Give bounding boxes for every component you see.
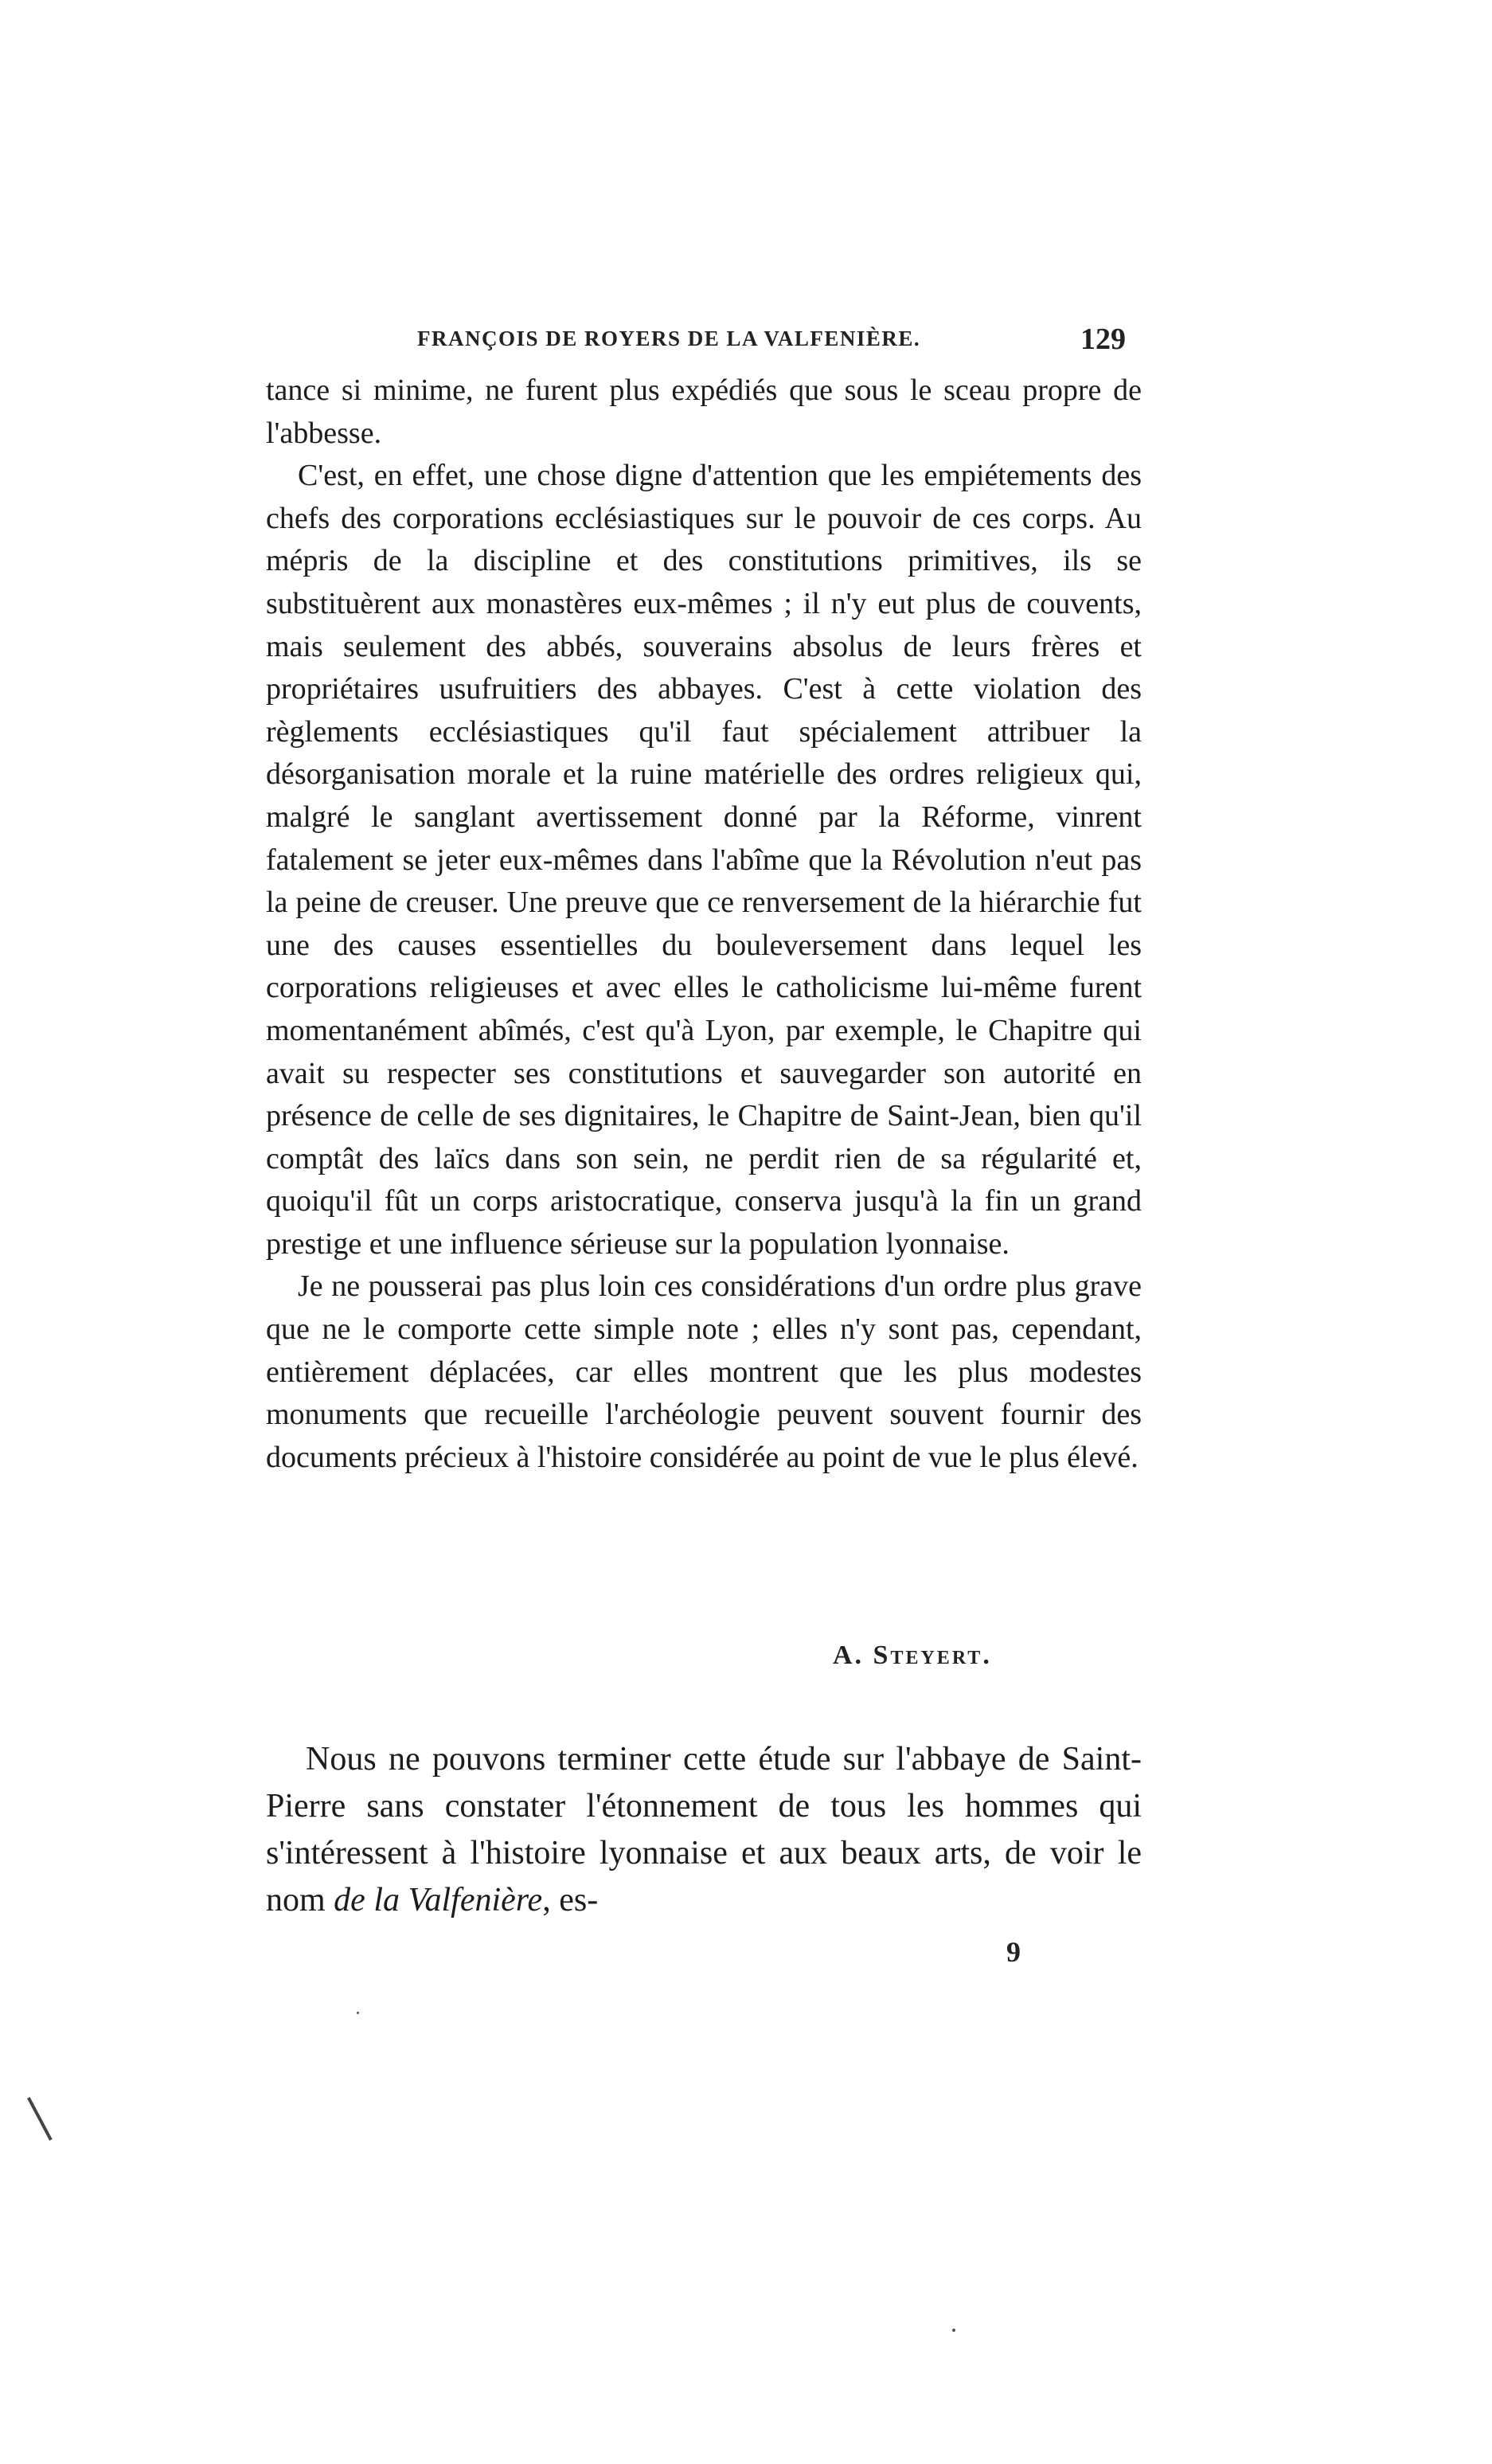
- footnote-text-block: [266, 370, 1142, 1479]
- paragraph-valfeniere-start: Nous ne pouvons terminer cette étude sur l'abbaye de Saint-Pierre sans constater l'étonnement de tous les hommes qui s'intéressent à l'histoire lyonnaise et aux beaux arts, de voir le nom: [266, 1741, 1142, 1918]
- margin-stroke-mark: [27, 2097, 53, 2141]
- paragraph-considerations: Je ne pousserai pas plus loin ces considérations d'un ordre plus grave que ne le comporte cette simple note ; elles n'y sont pas, cependant, entièrement déplacées, car elles montrent que les plus modestes monuments que recueille l'archéologie peuvent souvent fournir des documents précieux à l'histoire considérée au point de vue le plus élevé.: [266, 1269, 1142, 1474]
- continuation-paragraph: tance si minime, ne furent plus expédiés que sous le sceau propre de l'abbesse.: [266, 374, 1142, 450]
- paragraph-valfeniere: [266, 1736, 1142, 1924]
- running-header: [266, 322, 1142, 362]
- running-title: FRANÇOIS DE ROYERS DE LA VALFENIÈRE.: [417, 327, 921, 350]
- main-text-block: [266, 1736, 1142, 1924]
- italic-name: de la Valfenière: [334, 1882, 543, 1918]
- ink-speck: [952, 2329, 955, 2332]
- signature-mark: 9: [1006, 1936, 1021, 1968]
- paragraph-valfeniere-end: , es-: [542, 1882, 599, 1918]
- paragraph-empietements: C'est, en effet, une chose digne d'attention que les empiétements des chefs des corporations ecclésiastiques sur le pouvoir de ces corps. Au mépris de la discipline et des constitutions primitives, ils se substituèrent aux monastères eux-mêmes ; il n'y eut plus de couvents, mais seulement des abbés, souverains absolus de leurs frères et propriétaires usufruitiers des abbayes. C'est à cette violation des règlements ecclésiastiques qu'il faut spécialement attribuer la désorganisation morale et la ruine matérielle des ordres religieux qui, malgré le sanglant avertissement donné par la Réforme, vinrent fatalement se jeter eux-mêmes dans l'abîme que la Révolution n'eut pas la peine de creuser. Une preuve que ce renversement de la hiérarchie fut une des causes essentielles du bouleversement dans lequel les corporations religieuses et avec elles le catholicisme lui-même furent momentanément abîmés, c'est qu'à Lyon, par exemple, le Chapitre qui avait su respecter ses constitutions et sauvegarder son autorité en présence de celle de ses dignitaires, le Chapitre de Saint-Jean, bien qu'il comptât des laïcs dans son sein, ne perdit rien de sa régularité et, quoiqu'il fût un corps aristocratique, conserva jusqu'à la fin un grand prestige et une influence sérieuse sur la population lyonnaise.: [266, 459, 1142, 1261]
- page-number: 129: [1080, 323, 1126, 356]
- ink-speck: [357, 2012, 359, 2014]
- author-signature: A. Steyert.: [833, 1641, 992, 1670]
